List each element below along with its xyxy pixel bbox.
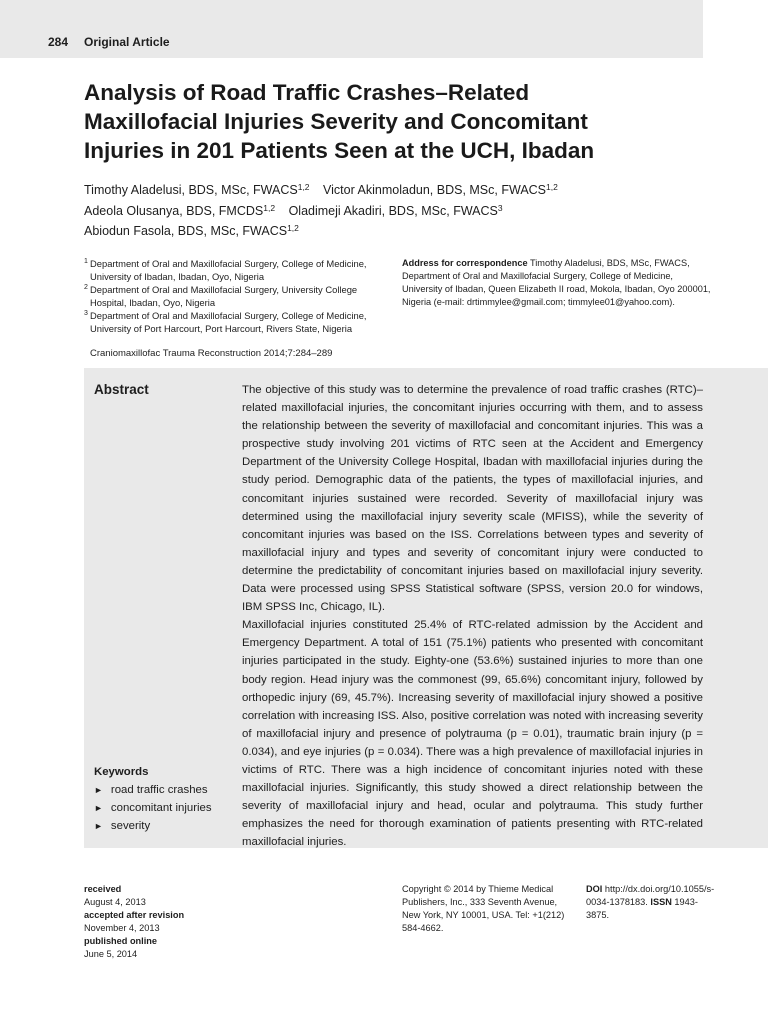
correspondence-address: [402, 257, 712, 309]
journal-citation: Craniomaxillofac Trauma Reconstruction 2014;7:284–289: [90, 348, 333, 359]
page-header-bar: [0, 0, 703, 58]
author-affil-marker: 1,2: [263, 202, 276, 213]
keyword-text: road traffic crashes: [110, 784, 208, 796]
published-date: June 5, 2014: [84, 949, 138, 959]
author: [323, 183, 558, 197]
author-affil-marker: 3: [497, 202, 503, 213]
author: [84, 224, 299, 238]
doi-block: [586, 883, 716, 922]
affiliation-number: 1: [84, 258, 88, 265]
arrow-icon: ►: [94, 785, 103, 795]
received-date: August 4, 2013: [84, 897, 146, 907]
page-number: 284: [48, 35, 69, 49]
author-line: [84, 221, 568, 242]
copyright-notice: Copyright © 2014 by Thieme Medical Publishers, Inc., 333 Seventh Avenue, New York, NY 10001, USA. Tel: +1(212) 584-4662.: [402, 884, 565, 933]
author-name: Oladimeji Akadiri, BDS, MSc, FWACS: [288, 203, 498, 218]
affiliation: [84, 257, 389, 283]
keywords-heading: Keywords: [94, 766, 149, 778]
correspondence-label: Address for correspondence: [402, 258, 528, 268]
author: [84, 183, 310, 197]
abstract-text: [242, 381, 703, 851]
author: [84, 204, 275, 218]
keyword-item: [94, 781, 212, 799]
doi-label: DOI: [586, 884, 603, 894]
article-dates: [84, 883, 184, 961]
affiliations: [84, 257, 389, 335]
arrow-icon: ►: [94, 803, 103, 813]
author-list: [84, 180, 568, 242]
keyword-item: [94, 799, 212, 817]
affiliation-text: Department of Oral and Maxillofacial Surgery, University College Hospital, Ibadan, Oyo, Nigeria: [90, 284, 358, 308]
affiliation-text: Department of Oral and Maxillofacial Surgery, College of Medicine, University of Ibadan, Ibadan, Oyo, Nigeria: [90, 258, 367, 282]
received-label: received: [84, 884, 122, 894]
accepted-date: November 4, 2013: [84, 923, 160, 933]
author-name: Timothy Aladelusi, BDS, MSc, FWACS: [84, 183, 298, 197]
author-affil-marker: 1,2: [546, 182, 558, 192]
affiliation-number: 2: [84, 284, 88, 291]
abstract-paragraph: The objective of this study was to determine the prevalence of road traffic crashes (RTC)–related maxillofacial injuries, the concomitant injuries occurring with them, and to assess the relationship between the severity of maxillofacial and concomitant injuries. This was a prospective study involving 201 victims of RTC seen at the Accident and Emergency Department of the University College Hospital, Ibadan with maxillofacial injuries during the study period. Demographic data of the patients, the types of maxillofacial injuries, and concomitant injuries sustained were recorded. Severity of maxillofacial injury was determined using the maxillofacial injury severity scale (MFISS), while the severity of concomitant injuries was based on the ISS. Correlations between types and severity of maxillofacial injury and types and severity of concomitant injury were conducted to determine the predictability of concomitant injuries based on maxillofacial injury severity. Data were processed using SPSS Statistical software (SPSS, version 20.0 for windows, IBM SPSS Inc, Chicago, IL).: [242, 384, 703, 614]
author-name: Victor Akinmoladun, BDS, MSc, FWACS: [323, 183, 547, 197]
author-line: [84, 180, 568, 201]
affiliation: [84, 309, 389, 335]
accepted-label: accepted after revision: [84, 910, 185, 920]
title-line: Analysis of Road Traffic Crashes–Related: [84, 80, 530, 105]
author: [289, 204, 503, 218]
author-name: Abiodun Fasola, BDS, MSc, FWACS: [84, 224, 288, 238]
article-title: [84, 78, 684, 165]
keyword-item: [94, 817, 212, 835]
correspondence-text: Timothy Aladelusi, BDS, MSc, FWACS, Department of Oral and Maxillofacial Surgery, College of Medicine, University of Ibadan, Queen Elizabeth II road, Mokola, Ibadan, Oyo 200001, Nigeria (e-mail: drtimmylee@gmail.com; timmylee01@yahoo.com).: [402, 258, 711, 307]
author-name: Adeola Olusanya, BDS, FMCDS: [84, 203, 264, 218]
abstract-heading: Abstract: [94, 382, 149, 397]
author-affil-marker: 1,2: [287, 223, 299, 233]
section-label: Original Article: [84, 35, 170, 49]
affiliation-number: 3: [84, 310, 88, 317]
issn-label: ISSN: [650, 897, 672, 907]
affiliation: [84, 283, 389, 309]
title-line: Maxillofacial Injuries Severity and Concomitant: [84, 109, 588, 134]
keywords-block: [94, 763, 212, 835]
title-line: Injuries in 201 Patients Seen at the UCH, Ibadan: [84, 138, 595, 163]
keyword-text: severity: [110, 820, 151, 832]
arrow-icon: ►: [94, 821, 103, 831]
affiliation-text: Department of Oral and Maxillofacial Surgery, College of Medicine, University of Port Harcourt, Port Harcourt, Rivers State, Nigeria: [90, 310, 367, 334]
author-affil-marker: 1,2: [297, 182, 310, 192]
issn-value: 1943-3875.: [586, 897, 698, 920]
doi-link[interactable]: http://dx.doi.org/10.1055/s-0034-1378183.: [586, 884, 715, 907]
published-label: published online: [84, 936, 157, 946]
keyword-text: concomitant injuries: [110, 802, 212, 814]
author-line: [84, 201, 568, 222]
abstract-paragraph: Maxillofacial injuries constituted 25.4% of RTC-related admission by the Accident and Emergency Department. A total of 151 (75.1%) patients who presented with concomitant injuries participated in the study. Eighty-one (53.6%) sustained injuries to more than one body region. Head injury was the commonest (99, 65.6%) concomitant injury, followed by orthopedic injury (69, 45.7%). Increasing severity of maxillofacial injury showed a positive correlation with increasing ISS. Also, positive correlation was noted with increasing severity of maxillofacial injury and presence of polytrauma (p = 0.01), traumatic brain injury (p = 0.034), and eye injuries (p = 0.034). There was a high prevalence of maxillofacial injuries in victims of RTC. There was a high incidence of concomitant injuries noted with these maxillofacial injuries. Significantly, this study showed a direct relationship between the severity of maxillofacial injury and head, ocular and polytrauma. This study further emphasizes the need for thorough examination of patients presenting with RTC-related maxillofacial injuries.: [242, 619, 703, 849]
